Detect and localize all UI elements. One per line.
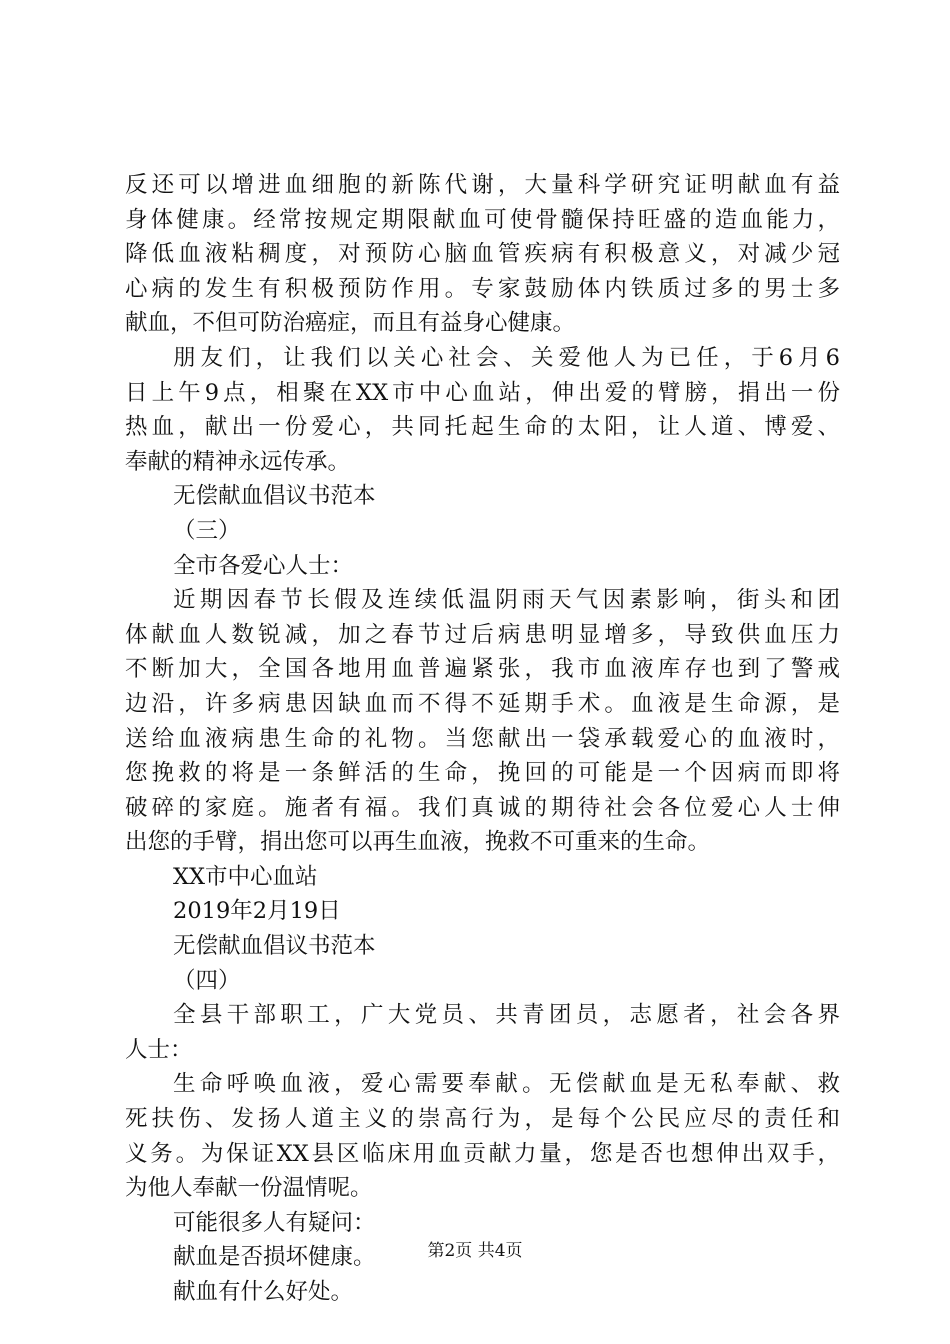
section-heading: 无偿献血倡议书范本	[173, 483, 376, 510]
text-line: 奉献的精神永远传承。	[125, 448, 351, 475]
text-line: 您挽救的将是一条鲜活的生命，挽回的可能是一个因病而即将	[125, 760, 840, 787]
text-line: 降低血液粘稠度，对预防心脑血管疾病有积极意义，对减少冠	[125, 241, 840, 268]
section-heading: 无偿献血倡议书范本	[173, 933, 376, 960]
salutation: 全市各爱心人士：	[173, 552, 354, 579]
text-line: 出您的手臂，捐出您可以再生血液，挽救不可重来的生命。	[125, 829, 711, 856]
text-line: 不断加大，全国各地用血普遍紧张，我市血液库存也到了警戒	[125, 656, 840, 683]
section-number: （三）	[173, 517, 241, 544]
text-line: 义务。为保证XX县区临床用血贡献力量，您是否也想伸出双手，	[125, 1140, 840, 1167]
text-line: 死扶伤、发扬人道主义的崇高行为，是每个公民应尽的责任和	[125, 1106, 840, 1133]
text-line: 破碎的家庭。施者有福。我们真诚的期待社会各位爱心人士伸	[125, 794, 840, 821]
signature: XX市中心血站	[173, 863, 318, 890]
page-footer	[0, 1240, 950, 1262]
text-line: 可能很多人有疑问：	[173, 1209, 376, 1236]
text-line: 献血是否损坏健康。	[173, 1244, 376, 1271]
text-line: 反还可以增进血细胞的新陈代谢，大量科学研究证明献血有益	[125, 172, 840, 198]
text-line: 心病的发生有积极预防作用。专家鼓励体内铁质过多的男士多	[125, 275, 840, 302]
text-line: 近期因春节长假及连续低温阴雨天气因素影响，街头和团	[173, 587, 840, 614]
text-line: 朋友们，让我们以关心社会、关爱他人为已任，于6月6	[173, 344, 840, 371]
text-line: 日上午9点，相聚在XX市中心血站，伸出爱的臂膀，捐出一份	[125, 379, 840, 406]
text-line: 为他人奉献一份温情呢。	[125, 1175, 373, 1202]
salutation: 人士：	[125, 1036, 193, 1063]
text-line: 献血，不但可防治癌症，而且有益身心健康。	[125, 310, 576, 337]
text-line: 热血，献出一份爱心，共同托起生命的太阳，让人道、博爱、	[125, 414, 840, 441]
text-line: 边沿，许多病患因缺血而不得不延期手术。血液是生命源，是	[125, 690, 840, 717]
salutation: 全县干部职工，广大党员、共青团员，志愿者，社会各界	[173, 1002, 840, 1029]
text-line: 献血有什么好处。	[173, 1279, 354, 1305]
document-body	[125, 168, 840, 1310]
section-number: （四）	[173, 967, 241, 994]
text-line: 送给血液病患生命的礼物。当您献出一袋承载爱心的血液时，	[125, 725, 840, 752]
page-number: 第2页 共4页	[427, 1241, 523, 1261]
text-line: 生命呼唤血液，爱心需要奉献。无偿献血是无私奉献、救	[173, 1071, 840, 1098]
date-line: 2019年2月19日	[173, 898, 341, 925]
text-line: 体献血人数锐减，加之春节过后病患明显增多，导致供血压力	[125, 621, 840, 648]
text-line: 身体健康。经常按规定期限献血可使骨髓保持旺盛的造血能力，	[125, 206, 840, 233]
